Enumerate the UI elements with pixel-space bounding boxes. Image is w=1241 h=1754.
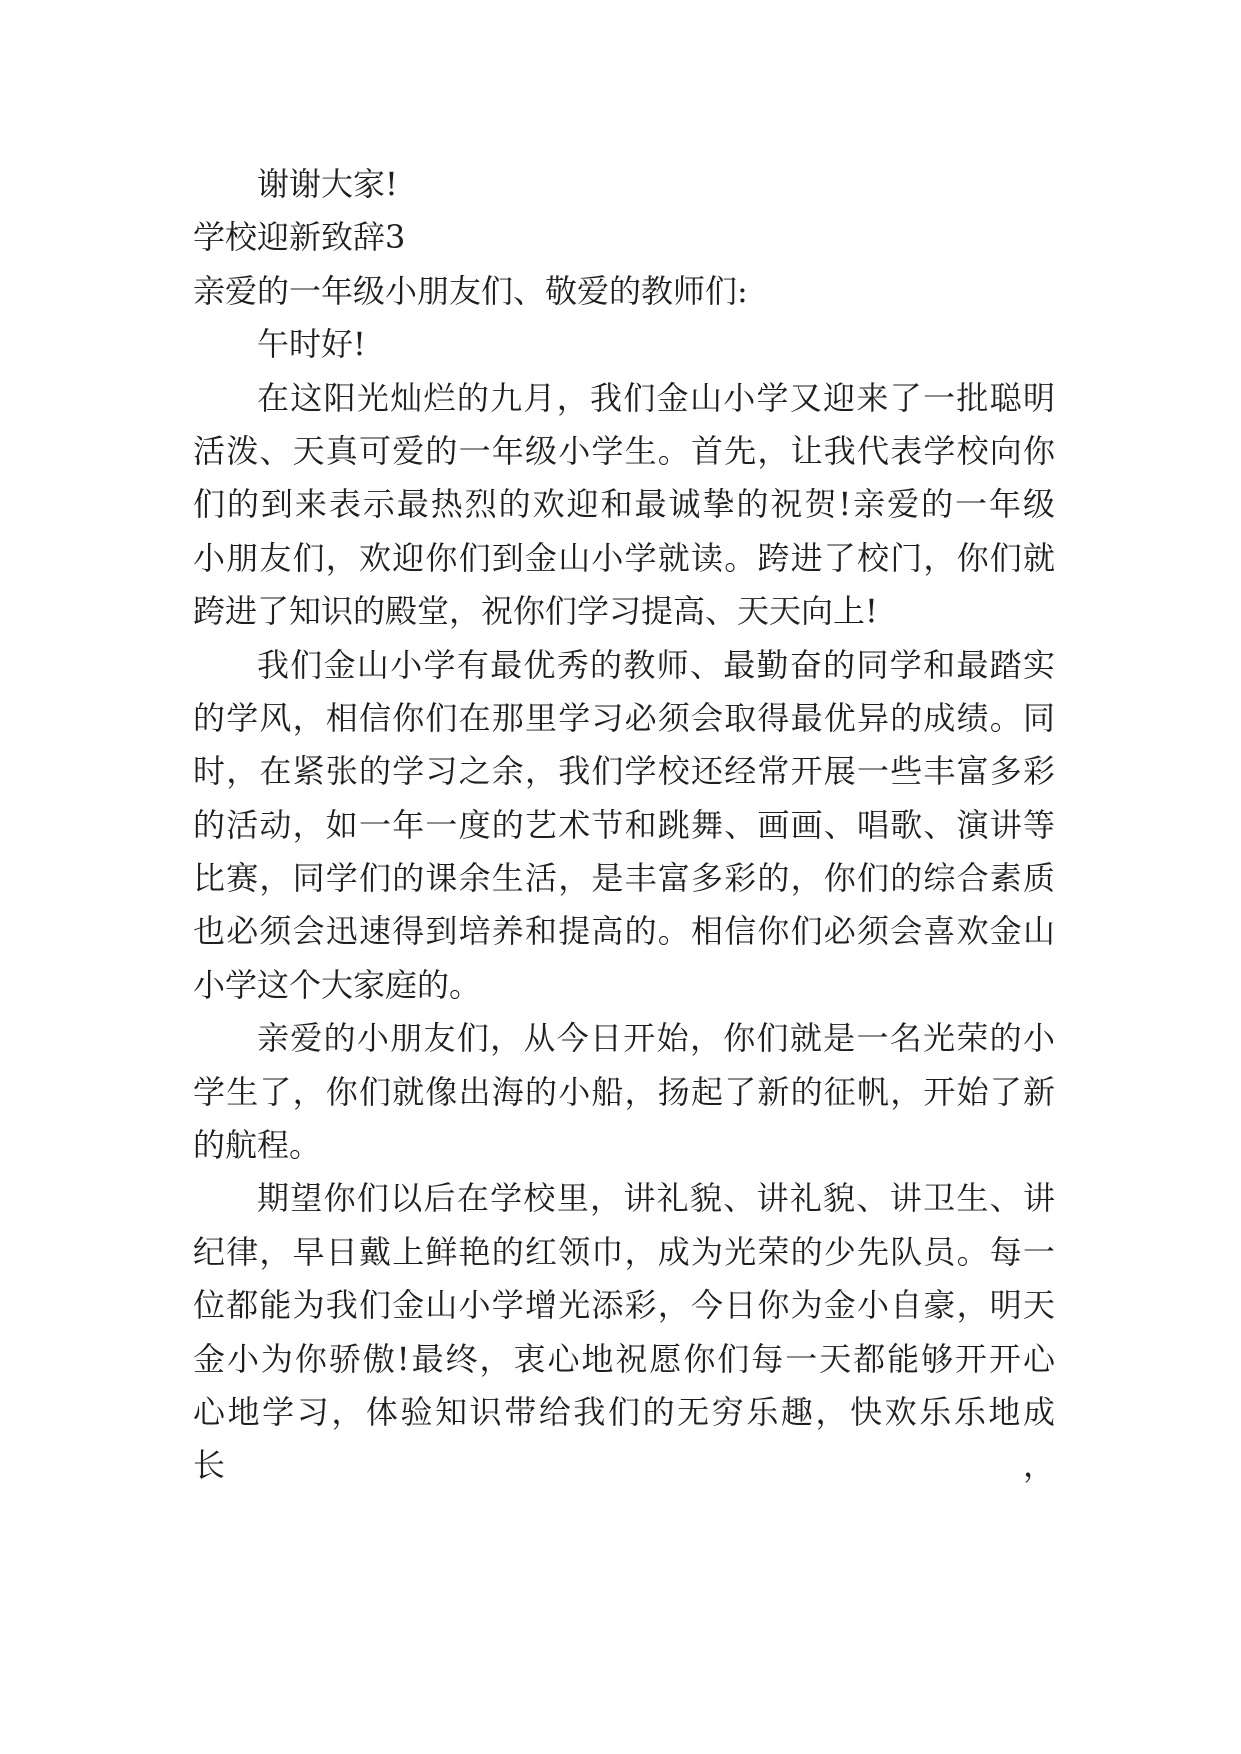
section-title: 学校迎新致辞3: [193, 218, 406, 257]
paragraph-1-line: 们的到来表示最热烈的欢迎和最诚挚的祝贺!亲爱的一年级: [193, 485, 1055, 524]
paragraph-3-line: 的航程。: [193, 1126, 322, 1165]
document-body: [193, 158, 1055, 1485]
paragraph-3-line: 学生了，你们就像出海的小船，扬起了新的征帆，开始了新: [193, 1072, 1055, 1111]
paragraph-2-line: 时，在紧张的学习之余，我们学校还经常开展一些丰富多彩: [193, 752, 1055, 791]
paragraph-1-line: 在这阳光灿烂的九月，我们金山小学又迎来了一批聪明: [257, 378, 1055, 417]
greeting: 午时好!: [257, 325, 366, 364]
closing-line: 谢谢大家!: [257, 165, 398, 203]
paragraph-3-line: 亲爱的小朋友们，从今日开始，你们就是一名光荣的小: [257, 1019, 1055, 1058]
paragraph-1-line: 小朋友们，欢迎你们到金山小学就读。跨进了校门，你们就: [193, 538, 1055, 577]
paragraph-2-line: 的学风，相信你们在那里学习必须会取得最优异的成绩。同: [193, 698, 1055, 737]
paragraph-1-line: 活泼、天真可爱的一年级小学生。首先，让我代表学校向你: [193, 431, 1055, 470]
salutation: 亲爱的一年级小朋友们、敬爱的教师们:: [193, 271, 748, 310]
paragraph-2-line: 也必须会迅速得到培养和提高的。相信你们必须会喜欢金山: [193, 912, 1055, 951]
paragraph-2-line: 小学这个大家庭的。: [193, 965, 482, 1004]
paragraph-4-line: 位都能为我们金山小学增光添彩，今日你为金小自豪，明天: [193, 1286, 1055, 1325]
paragraph-4-line: 纪律，早日戴上鲜艳的红领巾，成为光荣的少先队员。每一: [193, 1232, 1055, 1271]
paragraph-2-line: 比赛，同学们的课余生活，是丰富多彩的，你们的综合素质: [193, 859, 1055, 898]
paragraph-2-line: 的活动，如一年一度的艺术节和跳舞、画画、唱歌、演讲等: [193, 805, 1055, 844]
paragraph-4-line: 期望你们以后在学校里，讲礼貌、讲礼貌、讲卫生、讲: [257, 1179, 1055, 1218]
paragraph-4-line: 心地学习，体验知识带给我们的无穷乐趣，快欢乐乐地成长，: [193, 1392, 1055, 1485]
paragraph-4-line: 金小为你骄傲!最终，衷心地祝愿你们每一天都能够开开心: [193, 1339, 1055, 1378]
paragraph-1-line: 跨进了知识的殿堂，祝你们学习提高、天天向上!: [193, 592, 878, 631]
paragraph-2-line: 我们金山小学有最优秀的教师、最勤奋的同学和最踏实: [257, 645, 1055, 684]
